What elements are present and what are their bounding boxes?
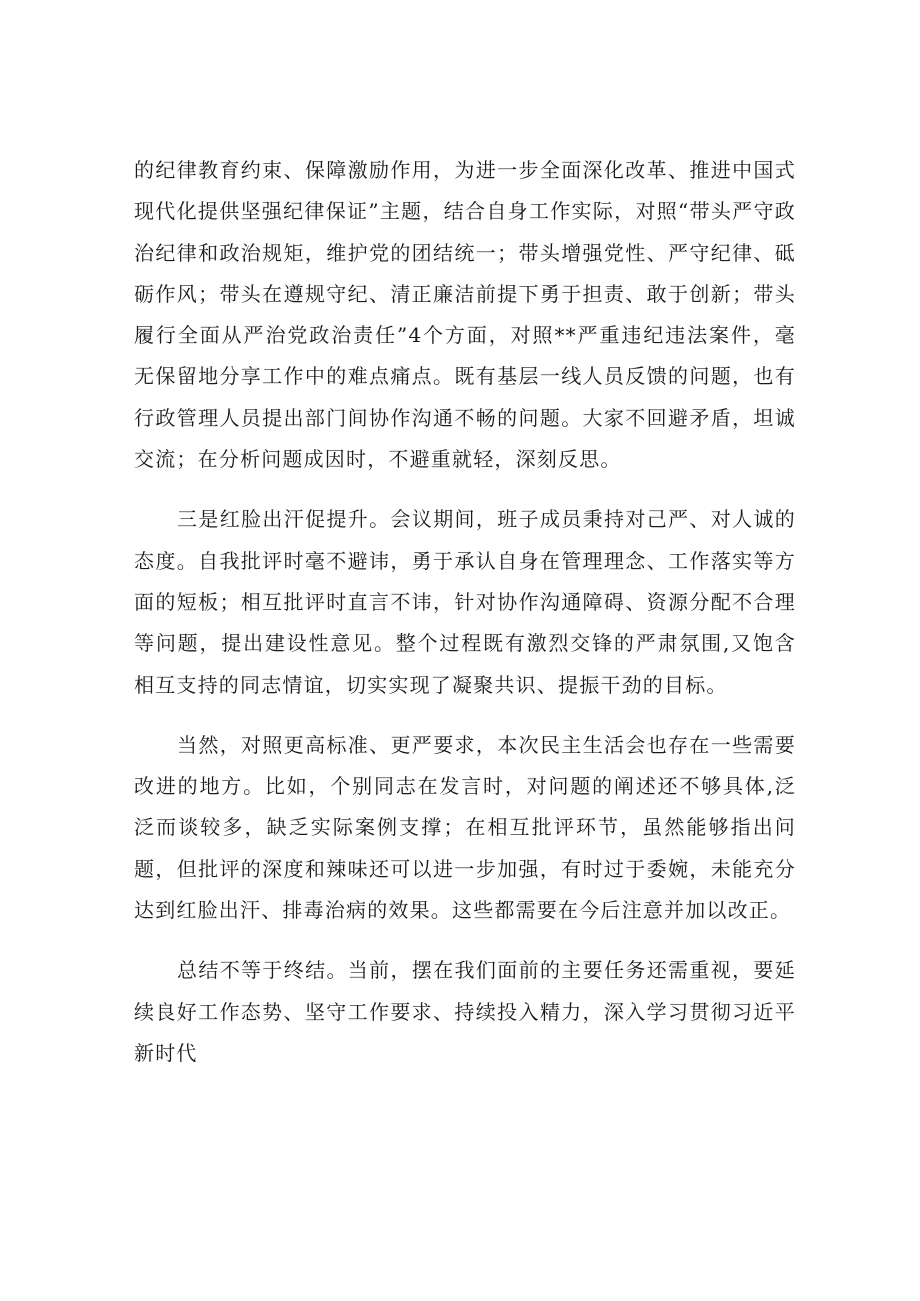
- paragraph-3: 当然，对照更高标准、更严要求，本次民主生活会也存在一些需要改进的地方。比如，个别同志在发言时，对问题的阐述还不够具体,泛泛而谈较多，缺乏实际案例支撑；在相互批评环节，虽然能够指出问题，但批评的深度和辣味还可以进一步加强，有时过于委婉，未能充分达到红脸出汗、排毒治病的效果。这些都需要在今后注意并加以改正。: [134, 732, 796, 923]
- paragraph-1: 的纪律教育约束、保障激励作用，为进一步全面深化改革、推进中国式现代化提供坚强纪律保证”主题，结合自身工作实际，对照“带头严守政治纪律和政治规矩，维护党的团结统一；带头增强党性、严守纪律、砥砺作风；带头在遵规守纪、清正廉洁前提下勇于担责、敢于创新；带头履行全面从严治党政治责任”4个方面，对照**严重违纪违法案件，毫无保留地分享工作中的难点痛点。既有基层一线人员反馈的问题，也有行政管理人员提出部门间协作沟通不畅的问题。大家不回避矛盾，坦诚交流；在分析问题成因时，不避重就轻，深刻反思。: [134, 158, 796, 472]
- document-body: [134, 150, 796, 1074]
- paragraph-4: 总结不等于终结。当前，摆在我们面前的主要任务还需重视，要延续良好工作态势、坚守工作要求、持续投入精力，深入学习贯彻习近平新时代: [134, 958, 796, 1065]
- paragraph-2: 三是红脸出汗促提升。会议期间，班子成员秉持对己严、对人诚的态度。自我批评时毫不避讳，勇于承认自身在管理理念、工作落实等方面的短板；相互批评时直言不讳，针对协作沟通障碍、资源分配不合理等问题，提出建设性意见。整个过程既有激烈交锋的严肃氛围,又饱含相互支持的同志情谊，切实实现了凝聚共识、提振干劲的目标。: [134, 507, 796, 697]
